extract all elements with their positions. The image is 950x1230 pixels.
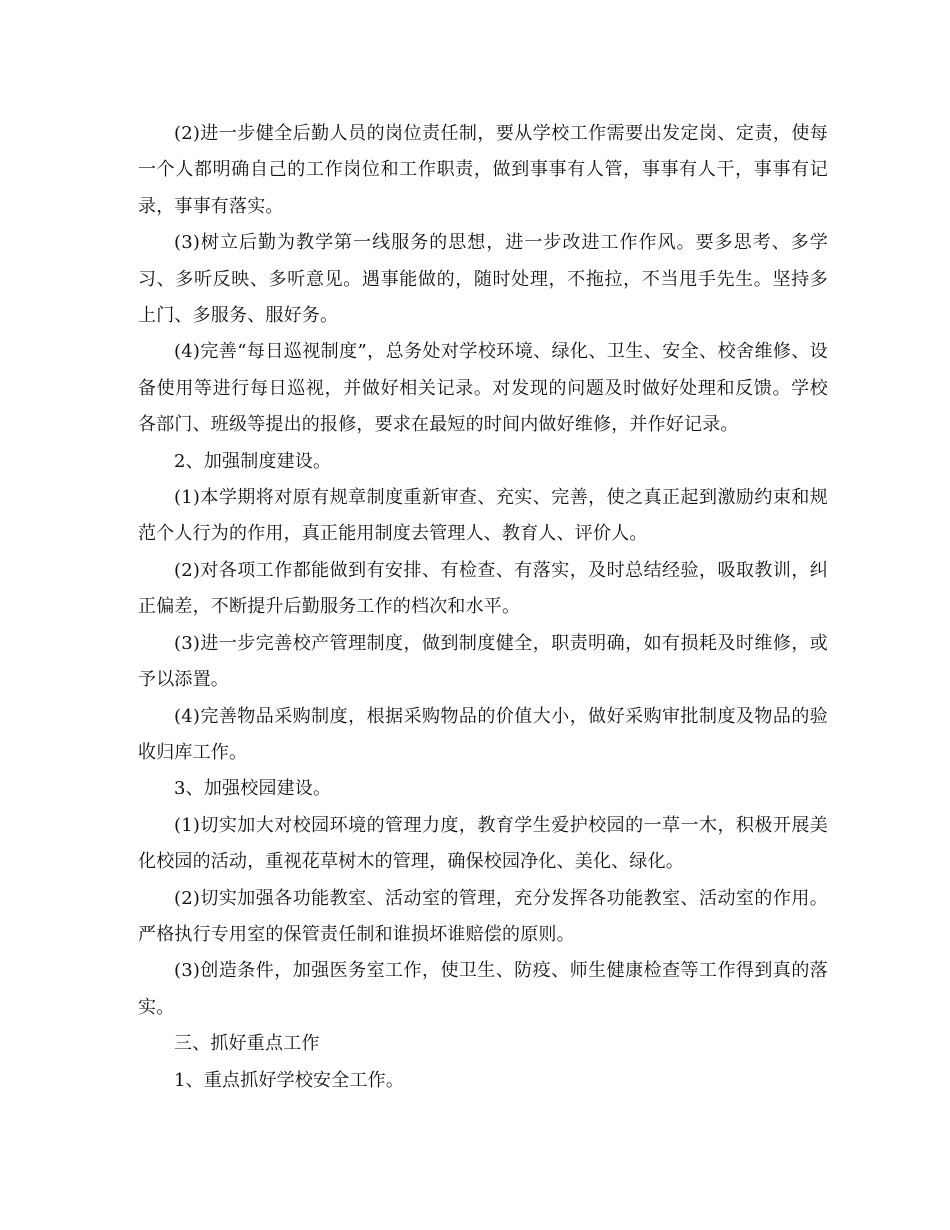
paragraph-daily-inspection: (4)完善“每日巡视制度”，总务处对学校环境、绿化、卫生、安全、校舍维修、设备使用等进行每日巡视，并做好相关记录。对发现的问题及时做好处理和反馈。学校各部门、班级等提出的报修，要求在最短的时间内做好维修，并作好记录。 xyxy=(138,341,828,436)
paragraph-procurement: (4)完善物品采购制度，根据采购物品的价值大小，做好采购审批制度及物品的验收归库工作。 xyxy=(138,705,828,763)
paragraph-post-responsibility: (2)进一步健全后勤人员的岗位责任制，要从学校工作需要出发定岗、定责，使每一个人都明确自己的工作岗位和工作职责，做到事事有人管，事事有人干，事事有记录，事事有落实。 xyxy=(138,123,828,217)
paragraph-property-management: (3)进一步完善校产管理制度，做到制度健全，职责明确，如有损耗及时维修，或予以添置。 xyxy=(138,632,828,691)
paragraph-function-rooms: (2)切实加强各功能教室、活动室的管理，充分发挥各功能教室、活动室的作用。严格执行专用室的保管责任制和谁损坏谁赔偿的原则。 xyxy=(138,887,828,945)
document-body xyxy=(138,116,828,1099)
section-heading-key-work: 三、抓好重点工作 xyxy=(174,1033,320,1055)
paragraph-service-thinking: (3)树立后勤为教学第一线服务的思想，进一步改进工作作风。要多思考、多学习、多听反映、多听意见。遇事能做的，随时处理，不拖拉，不当甩手先生。坚持多上门、多服务、服好务。 xyxy=(138,232,828,327)
paragraph-safety-work: 1、重点抓好学校安全工作。 xyxy=(174,1069,405,1091)
paragraph-medical-room: (3)创造条件，加强医务室工作，使卫生、防疫、师生健康检查等工作得到真的落实。 xyxy=(138,960,828,1018)
section-heading-system-building: 2、加强制度建设。 xyxy=(174,450,332,472)
paragraph-rules-review: (1)本学期将对原有规章制度重新审查、充实、完善，使之真正起到激励约束和规范个人行为的作用，真正能用制度去管理人、教育人、评价人。 xyxy=(138,487,828,545)
paragraph-campus-environment: (1)切实加大对校园环境的管理力度，教育学生爱护校园的一草一木，积极开展美化校园的活动，重视花草树木的管理，确保校园净化、美化、绿化。 xyxy=(138,814,828,873)
paragraph-work-arrangement: (2)对各项工作都能做到有安排、有检查、有落实，及时总结经验，吸取教训，纠正偏差，不断提升后勤服务工作的档次和水平。 xyxy=(138,559,828,618)
section-heading-campus-building: 3、加强校园建设。 xyxy=(174,778,332,800)
